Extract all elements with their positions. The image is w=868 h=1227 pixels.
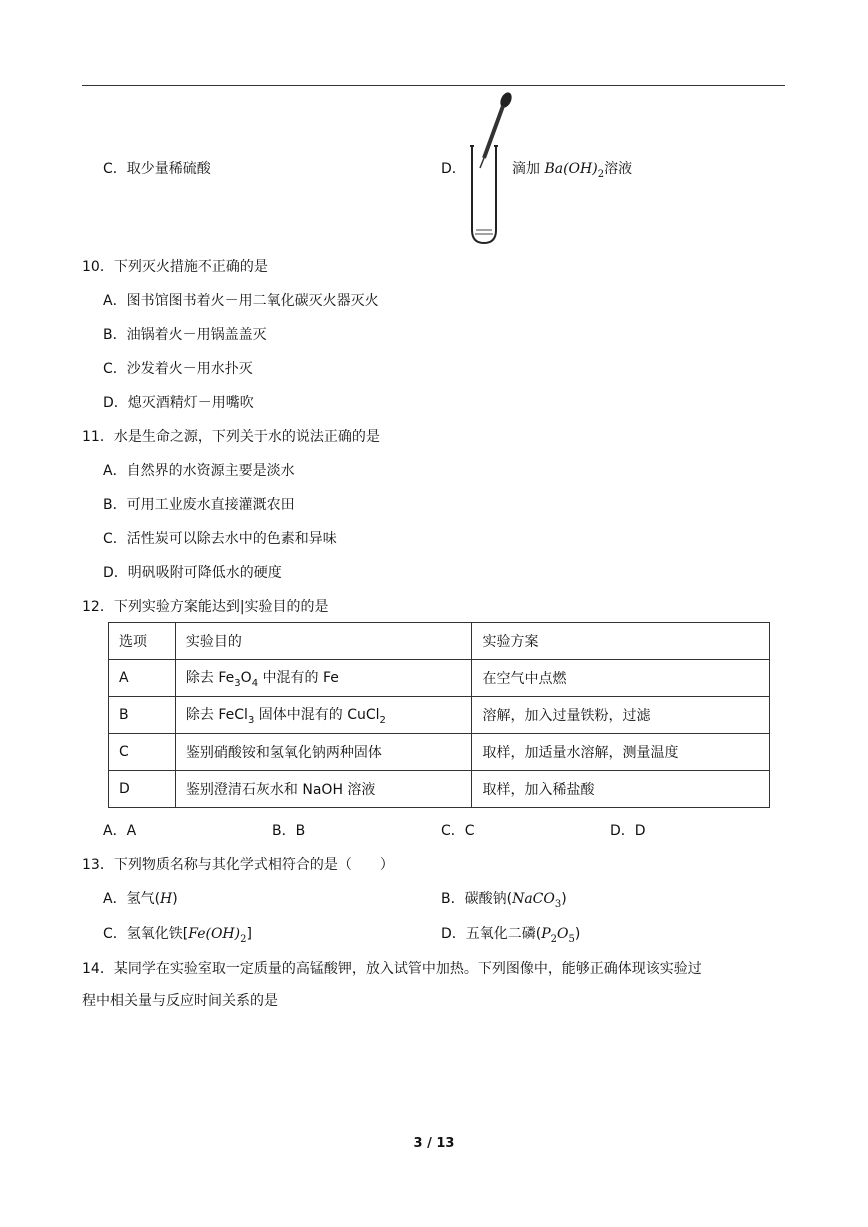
table-header-cell: 实验目的: [175, 623, 472, 660]
q13-option-a: A．氢气(H): [103, 891, 178, 907]
q10-option-d: D．熄灭酒精灯－用嘴吹: [103, 395, 254, 411]
q12-answer-d: D．D: [610, 823, 646, 839]
q11-stem: 11．水是生命之源，下列关于水的说法正确的是: [82, 429, 380, 445]
table-cell-option: A: [109, 660, 176, 697]
table-cell-goal: 鉴别硝酸铵和氢氧化钠两种固体: [175, 734, 472, 771]
q12-answer-a: A．A: [103, 823, 137, 839]
q13-option-d: D．五氧化二磷$(P_2O_5)$: [441, 926, 581, 945]
q11-option-d: D．明矾吸附可降低水的硬度: [103, 565, 282, 581]
table-header-cell: 实验方案: [472, 623, 770, 660]
page-number: 3 / 13: [413, 1136, 455, 1151]
q13-option-c: C．氢氧化铁$[Fe(OH)_2]$: [103, 926, 252, 945]
table-row: [109, 660, 770, 697]
table-row: [109, 734, 770, 771]
prev-option-d-text: 滴加 $Ba(OH)_2$溶液: [512, 161, 633, 180]
table-cell-option: D: [109, 771, 176, 808]
q11-option-c: C．活性炭可以除去水中的色素和异味: [103, 531, 337, 547]
q12-stem: 12．下列实验方案能达到|实验目的的是: [82, 599, 329, 615]
table-cell-plan: 取样，加入稀盐酸: [472, 771, 770, 808]
q12-answer-c: C．C: [441, 823, 475, 839]
q11-option-a: A．自然界的水资源主要是淡水: [103, 463, 295, 479]
q13-option-b: B．碳酸钠(NaCO$_3$): [441, 891, 567, 910]
table-cell-option: B: [109, 697, 176, 734]
table-header-cell: 选项: [109, 623, 176, 660]
prev-option-d-label: D．: [441, 161, 466, 177]
prev-option-c: C．取少量稀硫酸: [103, 161, 211, 177]
q12-answer-b: B．B: [272, 823, 306, 839]
table-cell-option: C: [109, 734, 176, 771]
q10-stem: 10．下列灭火措施不正确的是: [82, 259, 268, 275]
header-rule: [82, 85, 785, 86]
q12-table: [108, 622, 770, 808]
q14-stem-line2: 程中相关量与反应时间关系的是: [82, 993, 278, 1009]
table-row: [109, 771, 770, 808]
q11-option-b: B．可用工业废水直接灌溉农田: [103, 497, 295, 513]
q13-stem: 13．下列物质名称与其化学式相符合的是（ ）: [82, 857, 394, 873]
q10-option-c: C．沙发着火－用水扑灭: [103, 361, 253, 377]
q10-option-a: A．图书馆图书着火－用二氧化碳灭火器灭火: [103, 293, 379, 309]
table-cell-goal: 除去 $Fe_3O_4$ 中混有的 Fe: [175, 660, 472, 697]
table-cell-plan: 在空气中点燃: [472, 660, 770, 697]
table-cell-goal: 除去 FeCl$_3$ 固体中混有的 CuCl$_2$: [175, 697, 472, 734]
q10-option-b: B．油锅着火－用锅盖盖灭: [103, 327, 267, 343]
table-row: [109, 697, 770, 734]
table-cell-goal: 鉴别澄清石灰水和 NaOH 溶液: [175, 771, 472, 808]
table-cell-plan: 溶解，加入过量铁粉，过滤: [472, 697, 770, 734]
q14-stem-line1: 14．某同学在实验室取一定质量的高锰酸钾，放入试管中加热。下列图像中，能够正确体现该实验过: [82, 961, 702, 977]
table-header-row: [109, 623, 770, 660]
table-cell-plan: 取样，加适量水溶解，测量温度: [472, 734, 770, 771]
